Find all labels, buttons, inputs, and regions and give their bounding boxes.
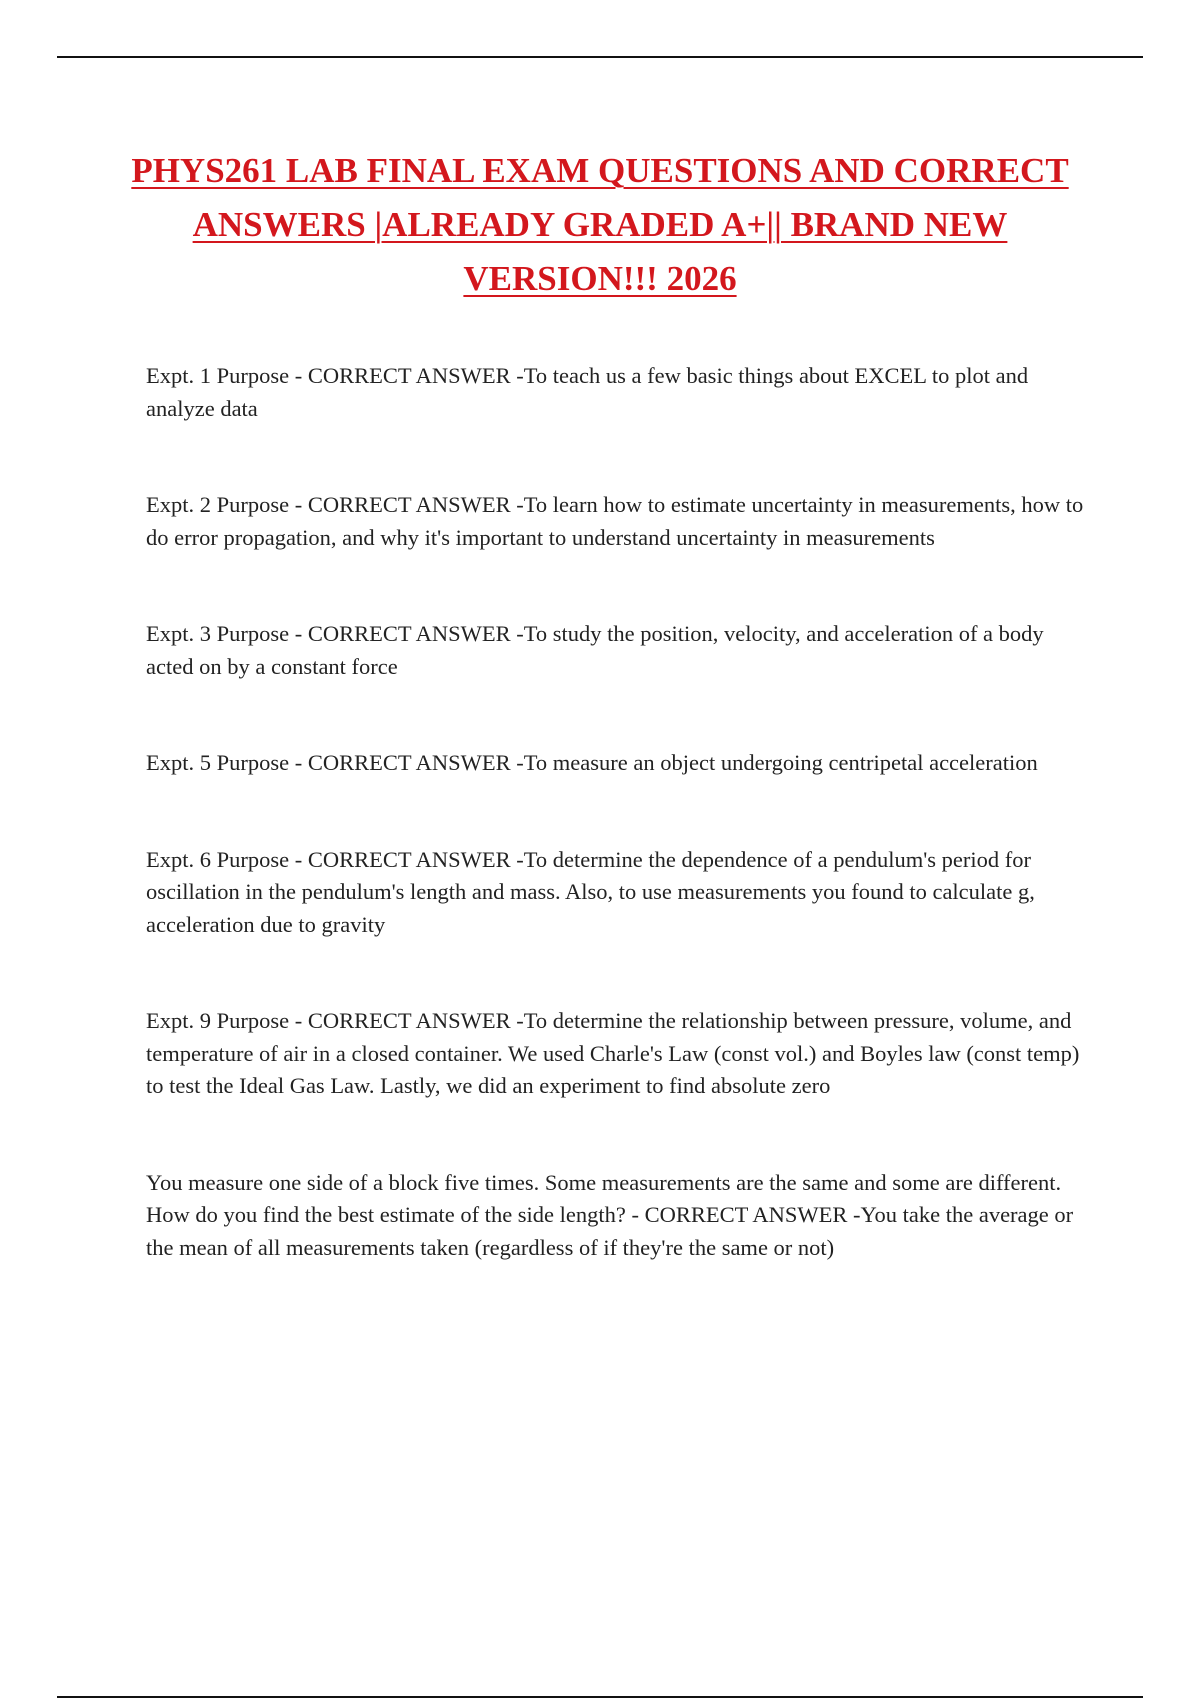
bottom-divider — [57, 1696, 1143, 1698]
qa-item-expt-6: Expt. 6 Purpose - CORRECT ANSWER -To determine the dependence of a pendulum's period for oscillation in the pendulum's length and mass. Also, to use measurements you found to calculate g, acceleration due to gravity — [146, 846, 1035, 937]
qa-item-expt-2: Expt. 2 Purpose - CORRECT ANSWER -To learn how to estimate uncertainty in measurements, how to do error propagation, and why it's important to understand uncertainty in measurements — [146, 492, 1084, 550]
qa-item-block-measurement: You measure one side of a block five times. Some measurements are the same and some are different. How do you find the best estimate of the side length? - CORRECT ANSWER -You take the average or the mean of all measurements taken (regardless of if they're the same or not) — [146, 1169, 1074, 1260]
document-title: PHYS261 LAB FINAL EXAM QUESTIONS AND CORRECT ANSWERS |ALREADY GRADED A+|| BRAND NEW VERSION!!! 2026 — [131, 151, 1069, 298]
qa-item-expt-5: Expt. 5 Purpose - CORRECT ANSWER -To measure an object undergoing centripetal acceleration — [146, 750, 1038, 775]
qa-item-expt-3: Expt. 3 Purpose - CORRECT ANSWER -To study the position, velocity, and acceleration of a body acted on by a constant force — [146, 621, 1044, 679]
qa-item-expt-1: Expt. 1 Purpose - CORRECT ANSWER -To teach us a few basic things about EXCEL to plot and analyze data — [146, 363, 1029, 421]
top-divider — [57, 56, 1143, 58]
qa-list — [146, 360, 1086, 1264]
qa-item-expt-9: Expt. 9 Purpose - CORRECT ANSWER -To determine the relationship between pressure, volume, and temperature of air in a closed container. We used Charle's Law (const vol.) and Boyles law (const temp) to test the Ideal Gas Law. Lastly, we did an experiment to find absolute zero — [146, 1008, 1080, 1098]
